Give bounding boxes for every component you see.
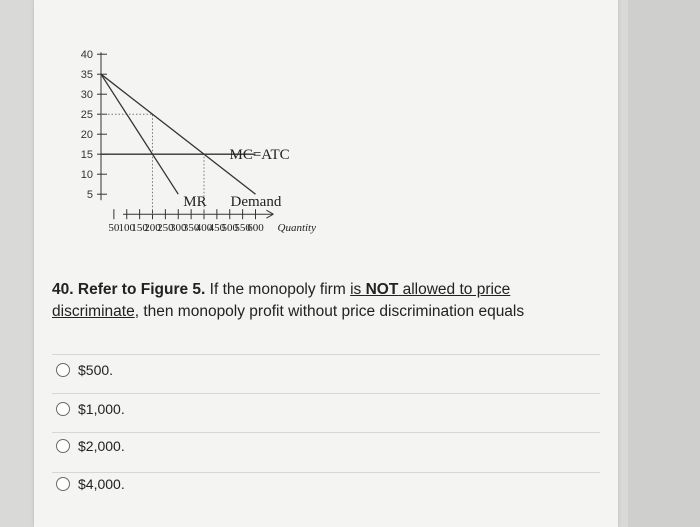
x-tick-label: 500 — [221, 222, 238, 235]
answer-option-2[interactable] — [56, 401, 125, 417]
option-label: $2,000. — [78, 438, 125, 454]
y-tick-label: 10 — [80, 169, 93, 182]
demand-curve — [101, 74, 256, 194]
question-text-part: If the monopoly firm — [205, 281, 351, 298]
x-axis-title: Quantity — [277, 222, 316, 235]
option-divider — [52, 432, 600, 433]
monopoly-chart — [0, 0, 700, 250]
x-tick-label: 50 — [108, 222, 120, 235]
y-tick-label: 30 — [80, 89, 93, 102]
option-label: $4,000. — [78, 476, 125, 492]
underline-part-2: allowed to price discriminate — [52, 281, 511, 320]
y-tick-label: 25 — [80, 109, 93, 122]
x-tick-label: 300 — [170, 222, 187, 235]
radio-button[interactable] — [56, 363, 70, 377]
radio-button[interactable] — [56, 439, 70, 453]
y-tick-label: 20 — [80, 129, 93, 142]
answer-option-3[interactable] — [56, 438, 125, 454]
mr-curve — [101, 74, 178, 194]
x-tick-label: 250 — [157, 222, 174, 235]
question-reference: Refer to Figure 5. — [77, 281, 206, 298]
answer-option-1[interactable] — [56, 362, 113, 378]
x-tick-label: 350 — [182, 222, 200, 235]
option-divider — [52, 472, 600, 473]
mc-atc-label: MC=ATC — [229, 147, 290, 164]
underline-not: NOT — [365, 281, 399, 298]
option-divider — [52, 393, 600, 394]
option-label: $500. — [78, 362, 114, 378]
underline-part-1: is — [350, 281, 366, 298]
x-tick-label: 150 — [131, 222, 148, 235]
x-tick-label: 600 — [247, 222, 264, 235]
demand-label: Demand — [230, 194, 282, 211]
x-tick-label: 100 — [118, 222, 135, 235]
mr-label: MR — [183, 194, 207, 211]
question-text-end: , then monopoly profit without price discrimination equals — [134, 303, 525, 320]
x-tick-label: 450 — [208, 222, 226, 235]
x-tick-label: 550 — [234, 222, 251, 235]
x-tick-label: 400 — [195, 222, 213, 235]
y-tick-label: 35 — [80, 69, 93, 82]
answer-option-4[interactable] — [56, 476, 125, 492]
radio-button[interactable] — [56, 477, 70, 491]
radio-button[interactable] — [56, 402, 70, 416]
option-label: $1,000. — [78, 401, 125, 417]
y-tick-label: 40 — [80, 49, 93, 62]
question-number: 40. — [52, 281, 74, 298]
option-divider — [52, 354, 600, 355]
y-tick-label: 15 — [80, 149, 93, 162]
x-tick-label: 200 — [144, 222, 161, 235]
y-tick-label: 5 — [86, 189, 93, 202]
question-text — [52, 279, 592, 323]
